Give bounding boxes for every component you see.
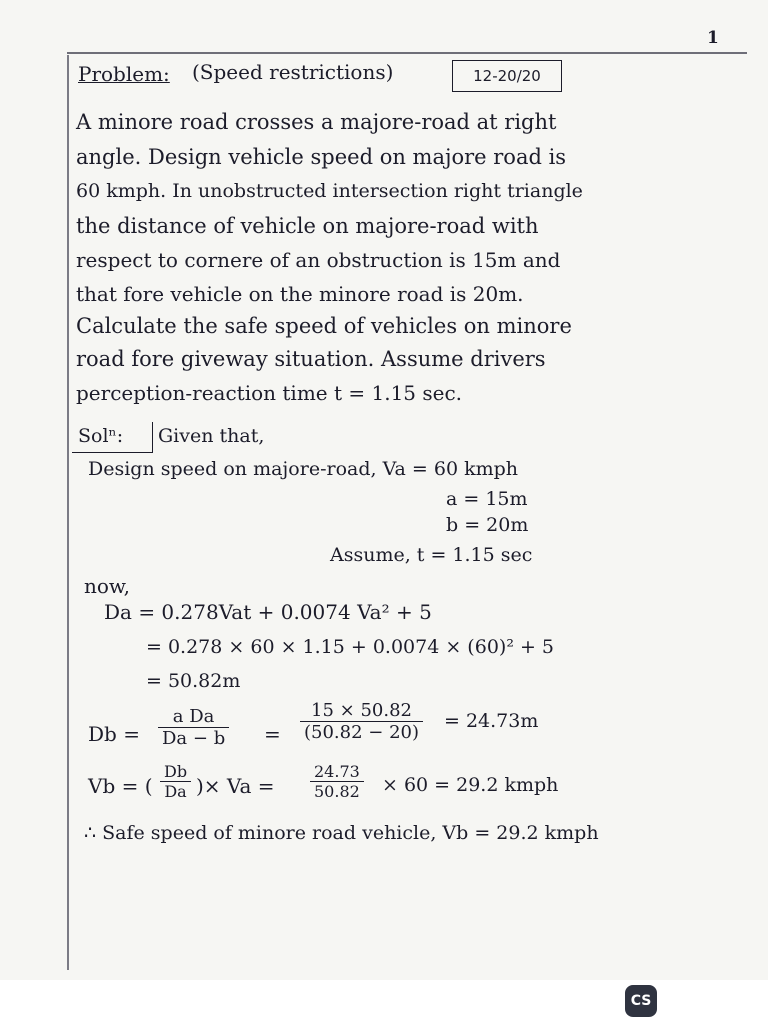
vb-result: × 60 = 29.2 kmph xyxy=(382,774,559,796)
da-substitution: = 0.278 × 60 × 1.15 + 0.0074 × (60)² + 5 xyxy=(146,636,555,658)
statement-line-9: perception-reaction time t = 1.15 sec. xyxy=(76,381,463,405)
db-fraction xyxy=(158,706,229,749)
conclusion: ∴ Safe speed of minore road vehicle, Vb = 29.2 kmph xyxy=(84,822,599,844)
db-numerator: a Da xyxy=(158,706,229,728)
given-intro: Given that, xyxy=(158,425,265,447)
db-denominator-values: (50.82 − 20) xyxy=(304,722,420,743)
db-numerator-values: 15 × 50.82 xyxy=(300,700,423,722)
vb-fraction xyxy=(160,762,191,801)
camscanner-logo: CS xyxy=(625,985,657,1017)
statement-line-3: 60 kmph. In unobstructed intersection right triangle xyxy=(76,180,583,202)
statement-line-8: road fore giveway situation. Assume drivers xyxy=(76,347,546,371)
given-a: a = 15m xyxy=(446,488,528,510)
given-b: b = 20m xyxy=(446,514,529,536)
db-result: = 24.73m xyxy=(444,710,539,732)
date-box: 12-20/20 xyxy=(452,60,562,92)
statement-line-6: that fore vehicle on the minore road is 20m. xyxy=(76,282,524,306)
vb-numerator: Db xyxy=(160,762,191,782)
da-formula: Da = 0.278Vat + 0.0074 Va² + 5 xyxy=(104,600,432,624)
vb-denominator: Da xyxy=(164,782,187,801)
db-fraction-values xyxy=(300,700,423,743)
given-va: Design speed on majore-road, Va = 60 kmph xyxy=(88,458,519,480)
statement-line-1: A minore road crosses a majore-road at right xyxy=(76,110,557,134)
vb-lhs: Vb = ( xyxy=(88,774,153,798)
solution-label: Solⁿ: xyxy=(78,425,124,447)
problem-heading: Problem: xyxy=(78,62,170,86)
statement-line-4: the distance of vehicle on majore-road with xyxy=(76,214,539,238)
top-rule xyxy=(67,52,747,54)
statement-line-7: Calculate the safe speed of vehicles on minore xyxy=(76,314,572,338)
margin-line xyxy=(67,55,69,970)
assume: Assume, t = 1.15 sec xyxy=(330,544,533,566)
vb-fraction-values xyxy=(310,762,364,801)
db-equals: = xyxy=(264,722,281,746)
da-result: = 50.82m xyxy=(146,670,241,692)
now-label: now, xyxy=(84,574,131,598)
db-denominator: Da − b xyxy=(162,728,226,749)
statement-line-2: angle. Design vehicle speed on majore road is xyxy=(76,145,567,169)
statement-line-5: respect to cornere of an obstruction is 15m and xyxy=(76,248,561,272)
page-number: 1 xyxy=(707,28,719,48)
vb-denominator-values: 50.82 xyxy=(314,782,360,801)
vb-numerator-values: 24.73 xyxy=(310,762,364,782)
problem-title: (Speed restrictions) xyxy=(192,60,394,84)
vb-mid: )× Va = xyxy=(196,774,275,798)
db-lhs: Db = xyxy=(88,722,140,746)
